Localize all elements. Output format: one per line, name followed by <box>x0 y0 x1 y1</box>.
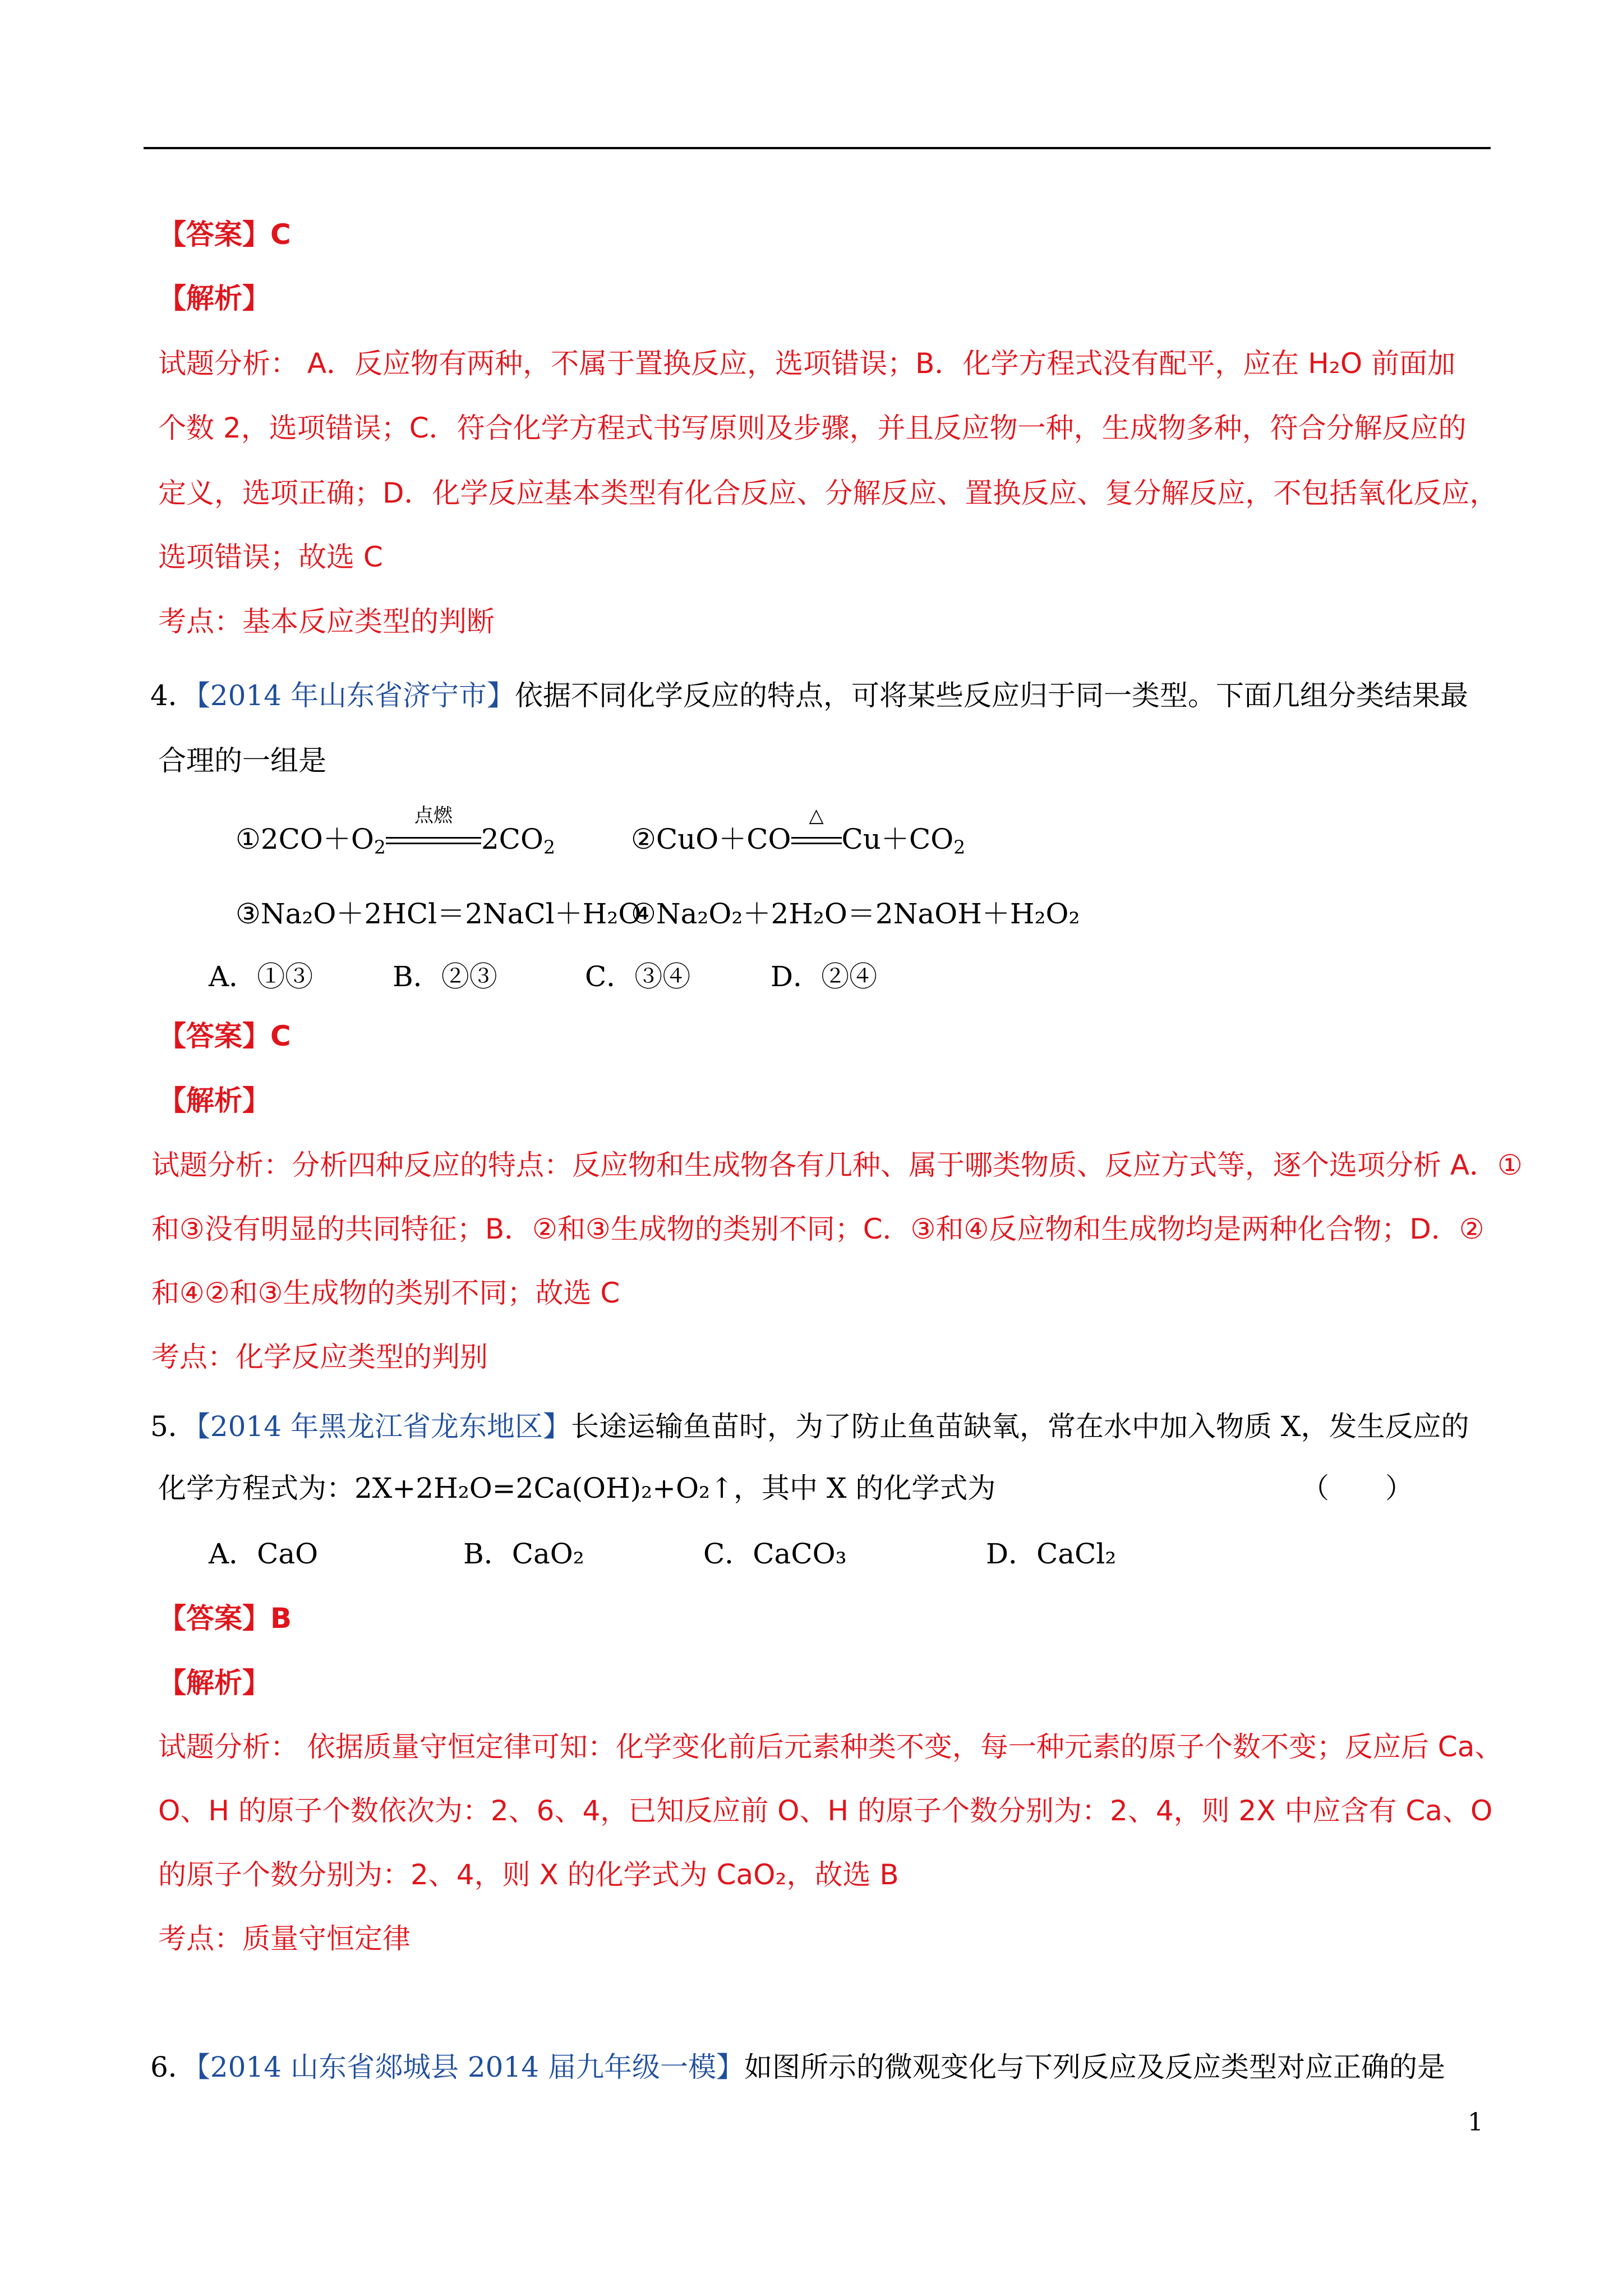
q4-equation-2-condition: △ <box>791 821 842 858</box>
q4-equation-1: $①2CO+O_2$ 点燃 $2CO_2$ <box>236 804 555 858</box>
q4-equation-1-condition: 点燃 <box>386 821 481 858</box>
q3-analysis-line-2: 个数 2，选项错误；C．符合化学方程式书写原则及步骤，并且反应物一种，生成物多种，符合分解反应的 <box>158 412 1467 444</box>
q4-analysis-line-1: 试题分析：分析四种反应的特点：反应物和生成物各有几种、属于哪类物质、反应方式等，逐个选项分析 A．① <box>151 1149 1523 1181</box>
q4-option-d: D．②④ <box>771 960 878 993</box>
q4-analysis-label: 【解析】 <box>158 1084 270 1117</box>
q3-kaodian: 考点：基本反应类型的判断 <box>158 605 495 638</box>
q6-source: 【2014 山东省郯城县 2014 届九年级一模】 <box>196 2051 744 2083</box>
header-rule <box>144 147 1491 149</box>
q5-answer: 【答案】B <box>158 1602 292 1635</box>
q5-stem-text: 长途运输鱼苗时，为了防止鱼苗缺氧，常在水中加入物质 X，发生反应的 <box>570 1410 1469 1443</box>
q3-answer: 【答案】C <box>158 218 291 251</box>
q6-number: 6． <box>150 2051 196 2083</box>
q4-equation-3: ③Na₂O＋2HCl＝2NaCl＋H₂O <box>236 898 642 930</box>
q5-stem-line-1 <box>150 1408 1469 1445</box>
q5-analysis-line-1: 试题分析： 依据质量守恒定律可知：化学变化前后元素种类不变，每一种元素的原子个数不变；反应后 Ca、 <box>158 1731 1503 1763</box>
q5-number: 5． <box>150 1410 196 1443</box>
q5-answer-bracket: （ ） <box>1301 1472 1413 1504</box>
q4-equation-4: ④Na₂O₂＋2H₂O＝2NaOH＋H₂O₂ <box>631 898 1080 930</box>
q4-option-c: C．③④ <box>585 960 691 993</box>
q4-answer: 【答案】C <box>158 1020 291 1052</box>
q5-stem-line-2: 化学方程式为：2X+2H₂O=2Ca(OH)₂+O₂↑，其中 X 的化学式为 <box>158 1472 996 1504</box>
page-number: 1 <box>1468 2108 1483 2137</box>
q6-stem <box>150 2049 1445 2086</box>
q3-analysis-label: 【解析】 <box>158 282 270 315</box>
q5-option-a: A．CaO <box>209 1538 319 1570</box>
q4-analysis-line-2: 和③没有明显的共同特征；B．②和③生成物的类别不同；C．③和④反应物和生成物均是两种化合物；D．② <box>151 1213 1484 1245</box>
q4-kaodian: 考点：化学反应类型的判别 <box>151 1341 488 1373</box>
q4-option-b: B．②③ <box>393 960 497 993</box>
q4-analysis-line-3: 和④②和③生成物的类别不同；故选 C <box>151 1277 620 1309</box>
q4-option-a: A．①③ <box>209 960 313 993</box>
q5-option-b: B．CaO₂ <box>463 1538 584 1570</box>
q5-kaodian: 考点：质量守恒定律 <box>158 1922 411 1955</box>
q4-stem-line-2: 合理的一组是 <box>158 744 326 777</box>
q4-equation-2: ②CuO＋CO △ $Cu+CO_2$ <box>631 804 966 858</box>
q3-analysis-line-1: 试题分析： A．反应物有两种，不属于置换反应，选项错误；B．化学方程式没有配平，应在 H₂O 前面加 <box>158 347 1456 380</box>
q5-source: 【2014 年黑龙江省龙东地区】 <box>196 1410 571 1443</box>
q5-analysis-line-2: O、H 的原子个数依次为：2、6、4，已知反应前 O、H 的原子个数分别为：2、4，则 2X 中应含有 Ca、O <box>158 1795 1493 1827</box>
q4-number: 4． <box>150 679 196 712</box>
q4-stem-line-1 <box>150 677 1468 714</box>
q3-analysis-line-3: 定义，选项正确；D．化学反应基本类型有化合反应、分解反应、置换反应、复分解反应，不包括氧化反应， <box>158 477 1498 509</box>
q4-source: 【2014 年山东省济宁市】 <box>196 679 515 712</box>
q5-option-c: C．CaCO₃ <box>703 1538 847 1570</box>
q5-analysis-line-3: 的原子个数分别为：2、4，则 X 的化学式为 CaO₂，故选 B <box>158 1858 899 1891</box>
q5-option-d: D．CaCl₂ <box>986 1538 1117 1570</box>
q6-stem-text: 如图所示的微观变化与下列反应及反应类型对应正确的是 <box>744 2051 1445 2083</box>
q3-analysis-line-4: 选项错误；故选 C <box>158 541 383 573</box>
q5-analysis-label: 【解析】 <box>158 1667 270 1699</box>
q4-stem-text: 依据不同化学反应的特点，可将某些反应归于同一类型。下面几组分类结果最 <box>514 679 1468 712</box>
